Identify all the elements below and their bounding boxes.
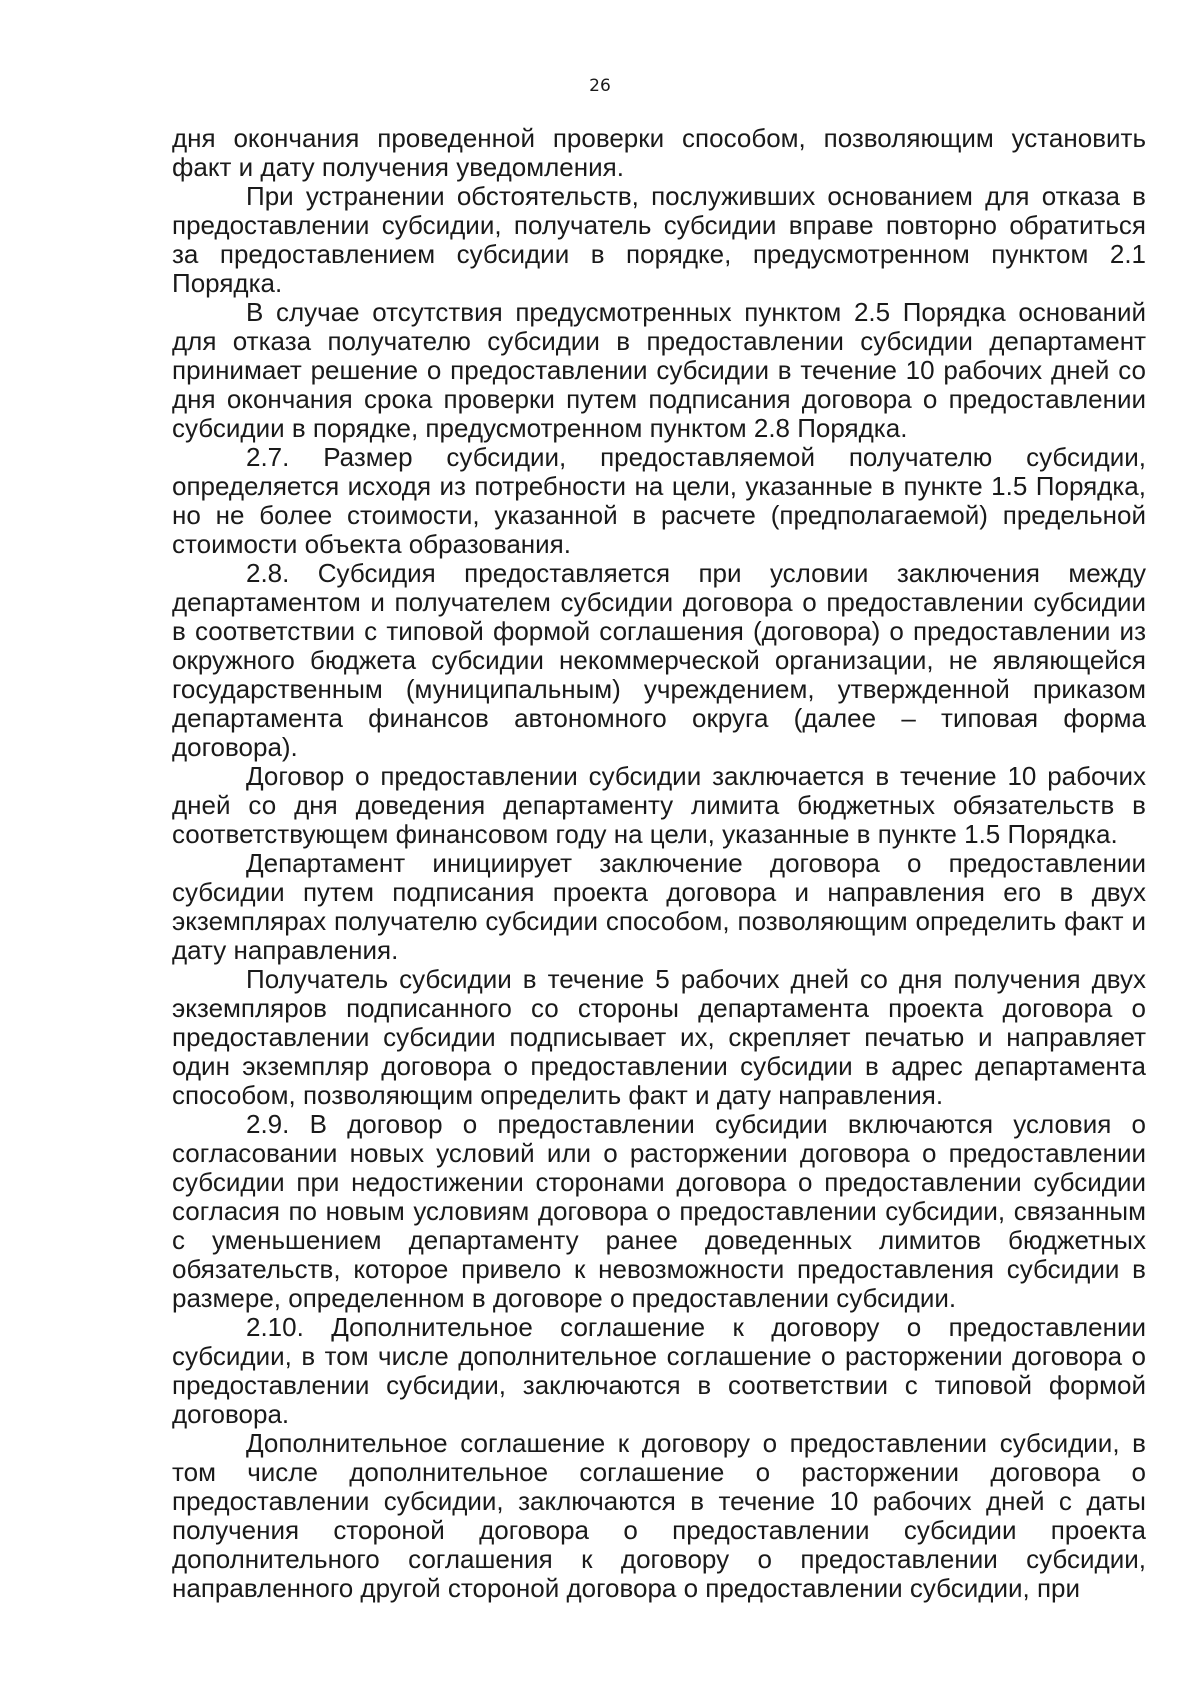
paragraph-clause-2-9: 2.9. В договор о предоставлении субсидии включаются условия о согласовании новых условий или о расторжении договора о предоставлении субсидии при недостижении сторонами договора о предоставлении субсидии согласия по новым условиям договора о предоставлении субсидии, связанным с уменьшением департаменту ранее доведенных лимитов бюджетных обязательств, которое привело к невозможности предоставления субсидии в размере, определенном в договоре о предоставлении субсидии. [172, 1109, 1146, 1313]
paragraph: В случае отсутствия предусмотренных пунктом 2.5 Порядка оснований для отказа получателю субсидии в предоставлении субсидии департамент принимает решение о предоставлении субсидии в течение 10 рабочих дней со дня окончания срока проверки путем подписания договора о предоставлении субсидии в порядке, предусмотренном пунктом 2.8 Порядка. [172, 297, 1146, 443]
paragraph-continuation: дня окончания проведенной проверки способом, позволяющим установить факт и дату получения уведомления. [172, 123, 1146, 182]
paragraph: Департамент инициирует заключение договора о предоставлении субсидии путем подписания проекта договора и направления его в двух экземплярах получателю субсидии способом, позволяющим определить факт и дату направления. [172, 848, 1146, 965]
paragraph: Договор о предоставлении субсидии заключается в течение 10 рабочих дней со дня доведения департаменту лимита бюджетных обязательств в соответствующем финансовом году на цели, указанные в пункте 1.5 Порядка. [172, 761, 1146, 849]
paragraph: При устранении обстоятельств, послуживших основанием для отказа в предоставлении субсидии, получатель субсидии вправе повторно обратиться за предоставлением субсидии в порядке, предусмотренном пунктом 2.1 Порядка. [172, 181, 1146, 298]
paragraph: Получатель субсидии в течение 5 рабочих дней со дня получения двух экземпляров подписанного со стороны департамента проекта договора о предоставлении субсидии подписывает их, скрепляет печатью и направляет один экземпляр договора о предоставлении субсидии в адрес департамента способом, позволяющим определить факт и дату направления. [172, 964, 1146, 1110]
document-body [172, 124, 1146, 1603]
page-number: 26 [589, 76, 611, 96]
paragraph-clause-2-8: 2.8. Субсидия предоставляется при условии заключения между департаментом и получателем субсидии договора о предоставлении субсидии в соответствии с типовой формой соглашения (договора) о предоставлении из окружного бюджета субсидии некоммерческой организации, не являющейся государственным (муниципальным) учреждением, утвержденной приказом департамента финансов автономного округа (далее – типовая форма договора). [172, 558, 1146, 762]
paragraph-clause-2-7: 2.7. Размер субсидии, предоставляемой получателю субсидии, определяется исходя из потребности на цели, указанные в пункте 1.5 Порядка, но не более стоимости, указанной в расчете (предполагаемой) предельной стоимости объекта образования. [172, 442, 1146, 559]
paragraph: Дополнительное соглашение к договору о предоставлении субсидии, в том числе дополнительное соглашение о расторжении договора о предоставлении субсидии, заключаются в течение 10 рабочих дней с даты получения стороной договора о предоставлении субсидии проекта дополнительного соглашения к договору о предоставлении субсидии, направленного другой стороной договора о предоставлении субсидии, при [172, 1428, 1146, 1603]
paragraph-clause-2-10: 2.10. Дополнительное соглашение к договору о предоставлении субсидии, в том числе дополнительное соглашение о расторжении договора о предоставлении субсидии, заключаются в соответствии с типовой формой договора. [172, 1312, 1146, 1429]
